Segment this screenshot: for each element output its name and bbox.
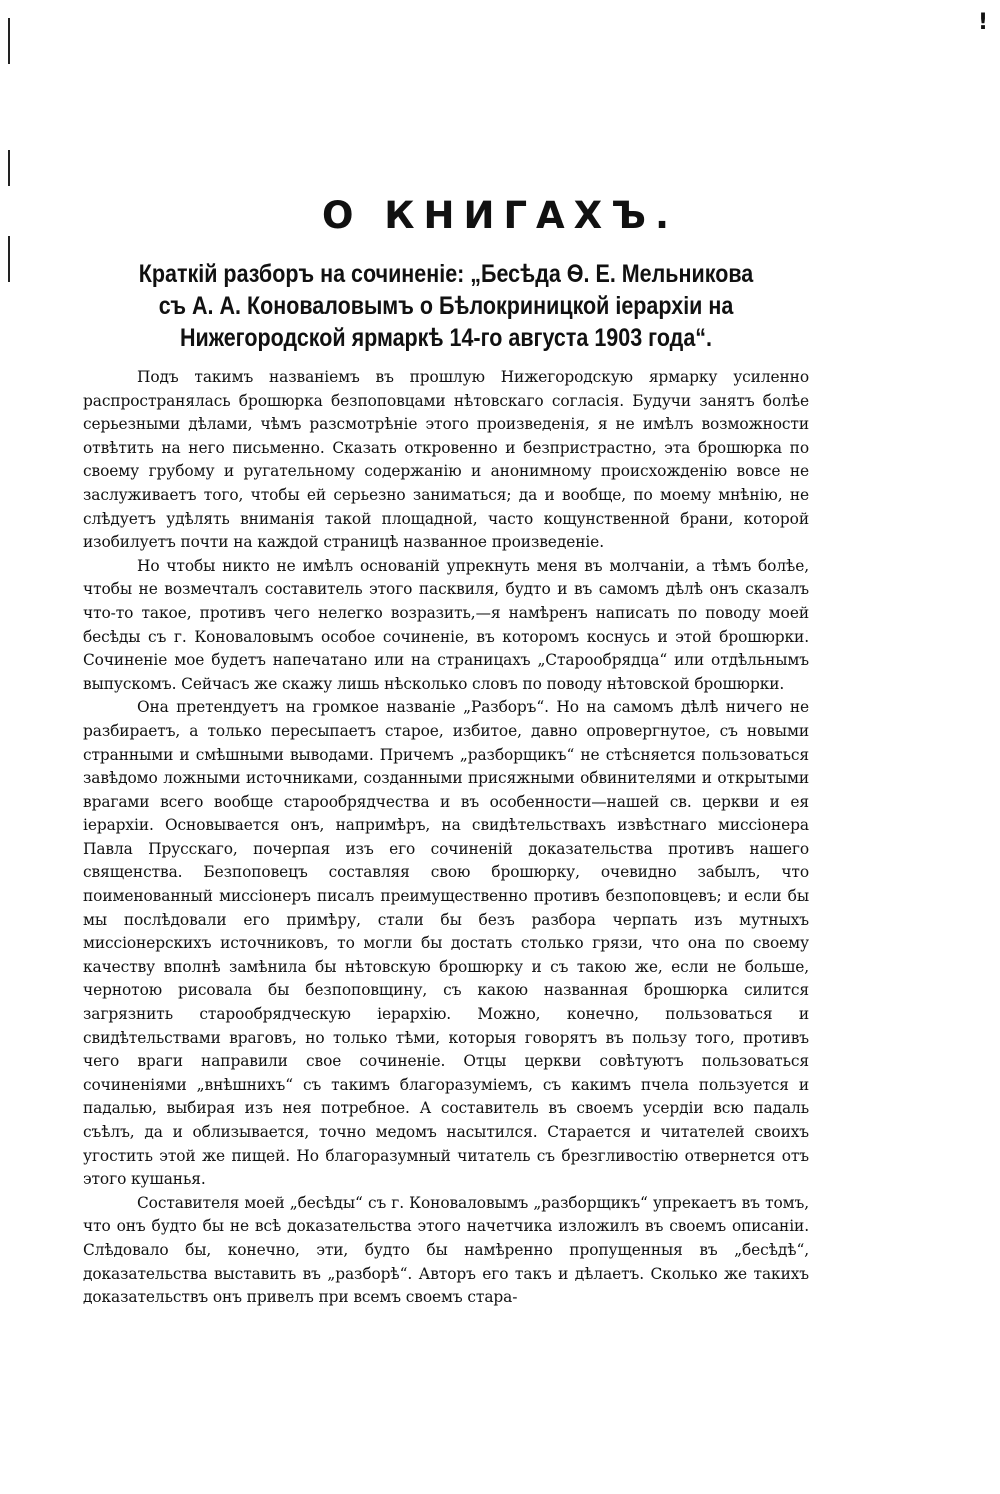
paragraph: Составителя моей „бесѣды“ съ г. Коноваловымъ „разборщикъ“ упрекаетъ въ томъ, что онъ будто бы не всѣ доказательства этого начетчика изложилъ въ своемъ описаніи. Слѣдовало бы, конечно, эти, будто бы намѣренно пропущенныя въ „бесѣдѣ“, доказательства выставить въ „разборѣ“. Авторъ его такъ и дѣлаетъ. Сколько же такихъ доказательствъ онъ привелъ при всемъ своемъ стара- — [83, 1193, 809, 1307]
scan-margin-mark — [8, 150, 10, 186]
scan-margin-mark — [8, 236, 10, 282]
paragraph: Но чтобы никто не имѣлъ основаній упрекнуть меня въ молчаніи, а тѣмъ болѣе, чтобы не возмечталъ составитель этого пасквиля, будто и въ самомъ дѣлѣ онъ сказалъ что-то такое, противъ чего нелегко возразить,—я намѣренъ написать по поводу моей бесѣды съ г. Коноваловымъ особое сочиненіе, въ которомъ коснусь и этой брошюрки. Сочиненіе мое будетъ напечатано или на страницахъ „Старообрядца“ или отдѣльнымъ выпускомъ. Сейчасъ же скажу лишь нѣсколько словъ по поводу нѣтовской брошюрки. — [83, 556, 809, 693]
article-subtitle: Краткій разборъ на сочиненіе: „Бесѣда Ѳ. Е. Мельникова съ А. А. Коноваловымъ о Бѣлокриницкой іерархіи на Нижегородской ярмаркѣ 14-го августа 1903 года“. — [138, 260, 754, 352]
corner-mark: ! — [977, 10, 988, 35]
scan-margin-mark — [8, 18, 10, 64]
article-body — [83, 366, 809, 1310]
paragraph: Она претендуетъ на громкое названіе „Разборъ“. Но на самомъ дѣлѣ ничего не разбираетъ, а только пересыпаетъ старое, избитое, давно опровергнутое, съ новыми странными и смѣшными выводами. Причемъ „разборщикъ“ не стѣсняется пользоваться завѣдомо ложными источниками, созданными присяжными обвинителями и открытыми врагами всего вообще старообрядчества и въ особенности—нашей св. церкви и ея іерархіи. Основывается онъ, напримѣръ, на свидѣтельствахъ извѣстнаго миссіонера Павла Прусскаго, почерпая изъ его сочиненій доказательства противъ нашего священства. Безпоповецъ составляя свою брошюрку, очевидно забылъ, что поименованный миссіонеръ писалъ преимущественно противъ безпоповцевъ; и если бы мы послѣдовали его примѣру, стали бы безъ разбора черпать изъ мутныхъ миссіонерскихъ источниковъ, то могли бы достать столько грязи, что она по своему качеству вполнѣ замѣнила бы нѣтовскую брошюрку и съ такою же, если не больше, чернотою рисовала бы безпоповщину, съ какою названная брошюрка силится загрязнить старообрядческую іерархію. Можно, конечно, пользоваться и свидѣтельствами враговъ, но только тѣми, которыя говорятъ въ пользу того, противъ чего враги направили свое сочиненіе. Отцы церкви совѣтуютъ пользоваться сочиненіями „внѣшнихъ“ съ такимъ благоразуміемъ, съ какимъ пчела пользуется и падалью, выбирая изъ нея потребное. А составитель въ своемъ усердіи всю падаль съѣлъ, да и облизывается, точно медомъ насытился. Старается и читателей своихъ угостить этой же пищей. Но благоразумный читатель съ брезгливостію отвернется отъ этого кушанья. — [83, 698, 809, 1189]
paragraph: Подъ такимъ названіемъ въ прошлую Нижегородскую ярмарку усиленно распространялась брошюрка безпоповцами нѣтовскаго согласія. Будучи занятъ болѣе серьезными дѣлами, чѣмъ разсмотрѣніе этого произведенія, я не имѣлъ возможности отвѣтить на него письменно. Сказать откровенно и безпристрастно, эта брошюрка по своему грубому и ругательному содержанію и анонимному происхожденію вовсе не заслуживаетъ того, чтобы ей серьезно заниматься; да и вообще, по моему мнѣнію, не слѣдуетъ удѣлять вниманія такой площадной, часто кощунственной брани, которой изобилуетъ почти на каждой страницѣ названное произведеніе. — [83, 368, 809, 552]
page-title: О КНИГАХЪ. — [321, 194, 679, 237]
